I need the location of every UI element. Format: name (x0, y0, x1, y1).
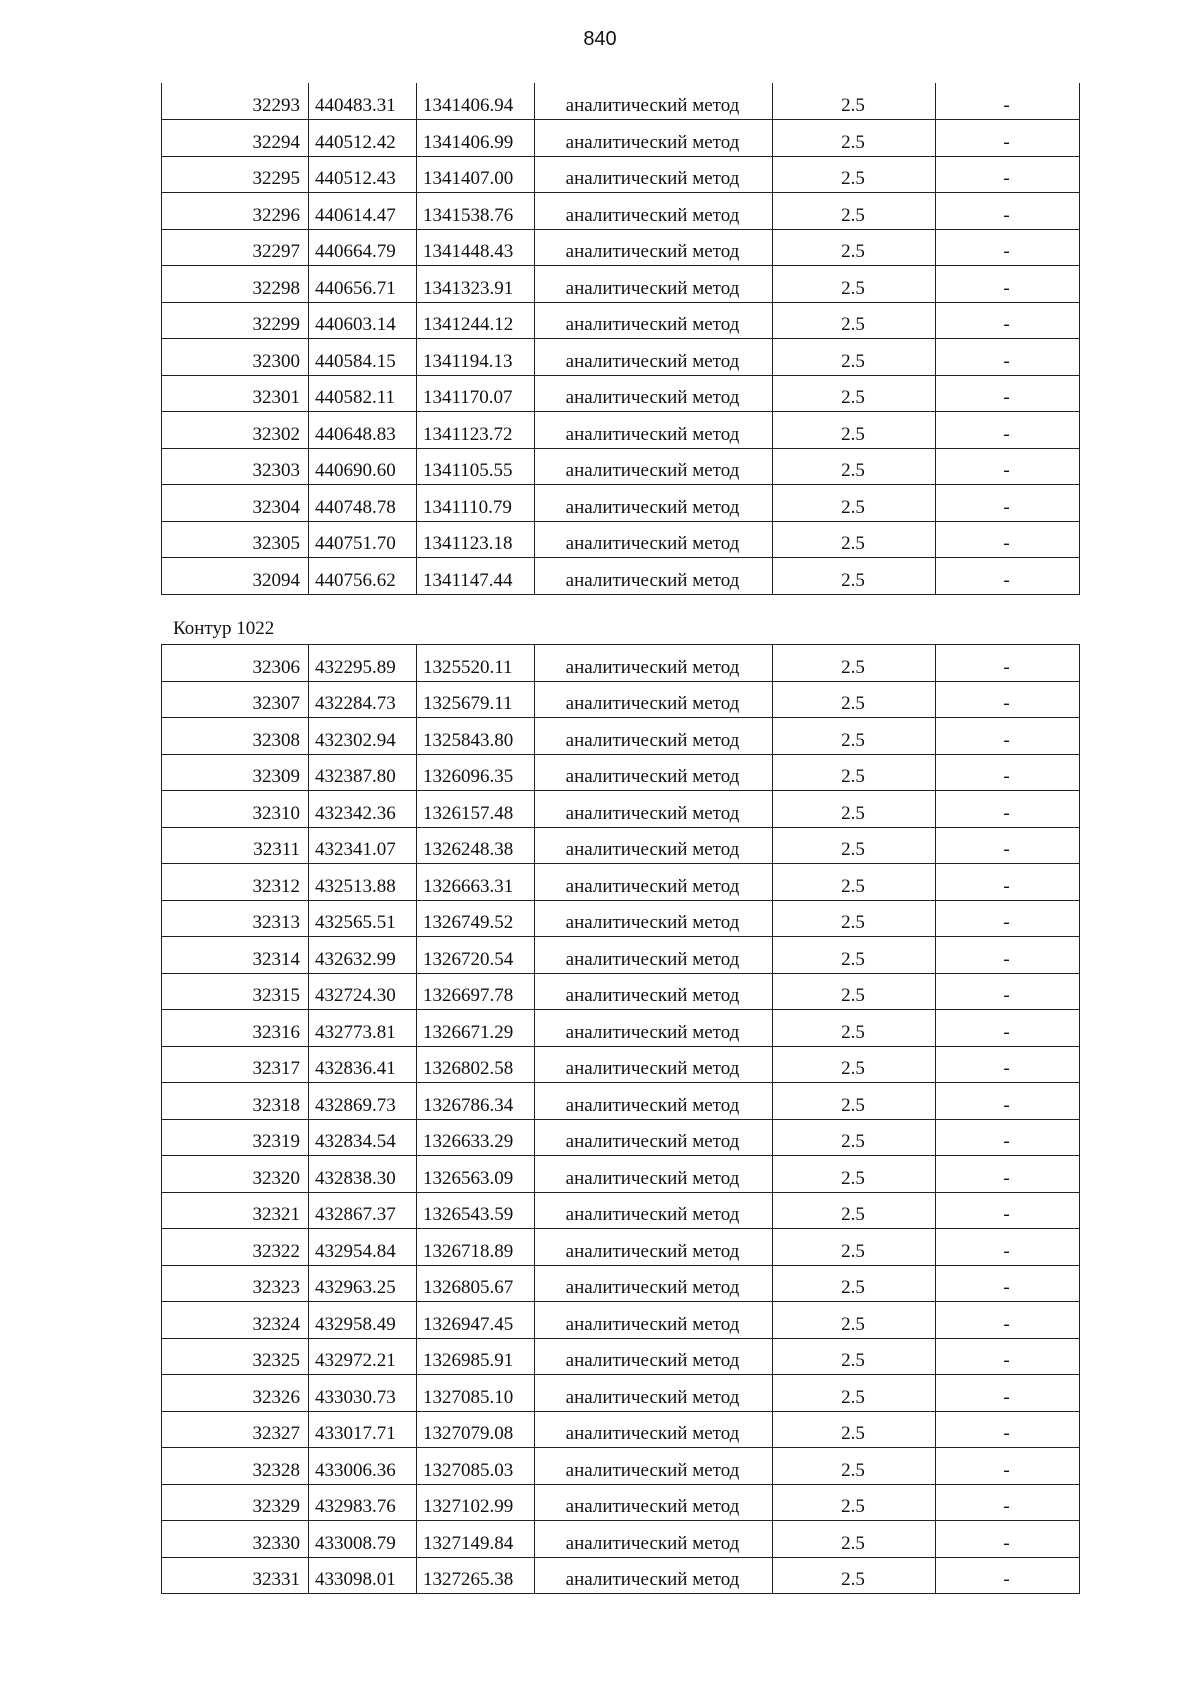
method-cell: аналитический метод (535, 900, 773, 937)
point-number-cell: 32312 (162, 864, 309, 901)
x-coordinate-cell: 432834.54 (309, 1119, 417, 1156)
note-cell: - (936, 791, 1080, 828)
accuracy-cell: 2.5 (773, 1521, 936, 1558)
y-coordinate-cell: 1326633.29 (417, 1119, 535, 1156)
point-number-cell: 32317 (162, 1046, 309, 1083)
table-row (162, 1557, 1080, 1594)
point-number-cell: 32298 (162, 266, 309, 303)
note-cell: - (936, 1156, 1080, 1193)
note-cell: - (936, 448, 1080, 485)
point-number-cell: 32316 (162, 1010, 309, 1047)
table-row (162, 521, 1080, 558)
note-cell: - (936, 1010, 1080, 1047)
accuracy-cell: 2.5 (773, 827, 936, 864)
table-row (162, 937, 1080, 974)
x-coordinate-cell: 440603.14 (309, 302, 417, 339)
note-cell: - (936, 827, 1080, 864)
note-cell: - (936, 1192, 1080, 1229)
y-coordinate-cell: 1341406.94 (417, 83, 535, 120)
method-cell: аналитический метод (535, 1521, 773, 1558)
table-row (162, 645, 1080, 682)
point-number-cell: 32302 (162, 412, 309, 449)
point-number-cell: 32306 (162, 645, 309, 682)
table-row (162, 1119, 1080, 1156)
table-row (162, 1521, 1080, 1558)
x-coordinate-cell: 432867.37 (309, 1192, 417, 1229)
accuracy-cell: 2.5 (773, 1083, 936, 1120)
point-number-cell: 32323 (162, 1265, 309, 1302)
method-cell: аналитический метод (535, 156, 773, 193)
y-coordinate-cell: 1327102.99 (417, 1484, 535, 1521)
point-number-cell: 32294 (162, 120, 309, 157)
y-coordinate-cell: 1341448.43 (417, 229, 535, 266)
x-coordinate-cell: 440664.79 (309, 229, 417, 266)
point-number-cell: 32311 (162, 827, 309, 864)
table-row (162, 1229, 1080, 1266)
method-cell: аналитический метод (535, 1375, 773, 1412)
note-cell: - (936, 558, 1080, 595)
method-cell: аналитический метод (535, 1448, 773, 1485)
x-coordinate-cell: 432724.30 (309, 973, 417, 1010)
x-coordinate-cell: 432869.73 (309, 1083, 417, 1120)
table-row (162, 864, 1080, 901)
method-cell: аналитический метод (535, 229, 773, 266)
point-number-cell: 32325 (162, 1338, 309, 1375)
point-number-cell: 32322 (162, 1229, 309, 1266)
point-number-cell: 32299 (162, 302, 309, 339)
y-coordinate-cell: 1326720.54 (417, 937, 535, 974)
y-coordinate-cell: 1327079.08 (417, 1411, 535, 1448)
note-cell: - (936, 900, 1080, 937)
note-cell: - (936, 339, 1080, 376)
point-number-cell: 32315 (162, 973, 309, 1010)
note-cell: - (936, 1375, 1080, 1412)
method-cell: аналитический метод (535, 1484, 773, 1521)
note-cell: - (936, 1302, 1080, 1339)
method-cell: аналитический метод (535, 120, 773, 157)
method-cell: аналитический метод (535, 1192, 773, 1229)
table-row (162, 1338, 1080, 1375)
note-cell: - (936, 1484, 1080, 1521)
y-coordinate-cell: 1326947.45 (417, 1302, 535, 1339)
y-coordinate-cell: 1327149.84 (417, 1521, 535, 1558)
y-coordinate-cell: 1327265.38 (417, 1557, 535, 1594)
note-cell: - (936, 302, 1080, 339)
point-number-cell: 32313 (162, 900, 309, 937)
method-cell: аналитический метод (535, 645, 773, 682)
y-coordinate-cell: 1341407.00 (417, 156, 535, 193)
table-row (162, 791, 1080, 828)
point-number-cell: 32319 (162, 1119, 309, 1156)
x-coordinate-cell: 440512.43 (309, 156, 417, 193)
method-cell: аналитический метод (535, 521, 773, 558)
accuracy-cell: 2.5 (773, 900, 936, 937)
accuracy-cell: 2.5 (773, 1265, 936, 1302)
y-coordinate-cell: 1341105.55 (417, 448, 535, 485)
table-row (162, 448, 1080, 485)
x-coordinate-cell: 432295.89 (309, 645, 417, 682)
accuracy-cell: 2.5 (773, 1010, 936, 1047)
accuracy-cell: 2.5 (773, 1338, 936, 1375)
point-number-cell: 32307 (162, 681, 309, 718)
note-cell: - (936, 1229, 1080, 1266)
table-row (162, 1484, 1080, 1521)
table-row (162, 718, 1080, 755)
accuracy-cell: 2.5 (773, 1192, 936, 1229)
x-coordinate-cell: 440483.31 (309, 83, 417, 120)
y-coordinate-cell: 1341147.44 (417, 558, 535, 595)
accuracy-cell: 2.5 (773, 1484, 936, 1521)
accuracy-cell: 2.5 (773, 266, 936, 303)
note-cell: - (936, 412, 1080, 449)
accuracy-cell: 2.5 (773, 1411, 936, 1448)
accuracy-cell: 2.5 (773, 754, 936, 791)
method-cell: аналитический метод (535, 1338, 773, 1375)
table-row (162, 973, 1080, 1010)
accuracy-cell: 2.5 (773, 375, 936, 412)
point-number-cell: 32321 (162, 1192, 309, 1229)
accuracy-cell: 2.5 (773, 864, 936, 901)
method-cell: аналитический метод (535, 1156, 773, 1193)
note-cell: - (936, 156, 1080, 193)
point-number-cell: 32329 (162, 1484, 309, 1521)
table-row (162, 1265, 1080, 1302)
note-cell: - (936, 1557, 1080, 1594)
accuracy-cell: 2.5 (773, 521, 936, 558)
point-number-cell: 32296 (162, 193, 309, 230)
note-cell: - (936, 229, 1080, 266)
method-cell: аналитический метод (535, 1265, 773, 1302)
point-number-cell: 32297 (162, 229, 309, 266)
table-row (162, 412, 1080, 449)
x-coordinate-cell: 440512.42 (309, 120, 417, 157)
note-cell: - (936, 1265, 1080, 1302)
x-coordinate-cell: 432565.51 (309, 900, 417, 937)
x-coordinate-cell: 440648.83 (309, 412, 417, 449)
accuracy-cell: 2.5 (773, 1046, 936, 1083)
page-number: 840 (583, 28, 617, 50)
point-number-cell: 32305 (162, 521, 309, 558)
method-cell: аналитический метод (535, 754, 773, 791)
table-row (162, 754, 1080, 791)
accuracy-cell: 2.5 (773, 1302, 936, 1339)
point-number-cell: 32326 (162, 1375, 309, 1412)
table-row (162, 193, 1080, 230)
y-coordinate-cell: 1326802.58 (417, 1046, 535, 1083)
note-cell: - (936, 754, 1080, 791)
method-cell: аналитический метод (535, 1302, 773, 1339)
y-coordinate-cell: 1341323.91 (417, 266, 535, 303)
table-row (162, 485, 1080, 522)
method-cell: аналитический метод (535, 973, 773, 1010)
y-coordinate-cell: 1341123.72 (417, 412, 535, 449)
y-coordinate-cell: 1326786.34 (417, 1083, 535, 1120)
accuracy-cell: 2.5 (773, 1119, 936, 1156)
point-number-cell: 32293 (162, 83, 309, 120)
table-row (162, 339, 1080, 376)
y-coordinate-cell: 1326543.59 (417, 1192, 535, 1229)
note-cell: - (936, 681, 1080, 718)
point-number-cell: 32300 (162, 339, 309, 376)
method-cell: аналитический метод (535, 1229, 773, 1266)
table-row (162, 302, 1080, 339)
note-cell: - (936, 1046, 1080, 1083)
coordinates-table-contour (161, 644, 1080, 1594)
y-coordinate-cell: 1341194.13 (417, 339, 535, 376)
point-number-cell: 32304 (162, 485, 309, 522)
accuracy-cell: 2.5 (773, 1229, 936, 1266)
method-cell: аналитический метод (535, 558, 773, 595)
y-coordinate-cell: 1327085.03 (417, 1448, 535, 1485)
x-coordinate-cell: 432954.84 (309, 1229, 417, 1266)
accuracy-cell: 2.5 (773, 302, 936, 339)
table-row (162, 900, 1080, 937)
point-number-cell: 32318 (162, 1083, 309, 1120)
note-cell: - (936, 485, 1080, 522)
table-row (162, 120, 1080, 157)
x-coordinate-cell: 433006.36 (309, 1448, 417, 1485)
coordinates-table (161, 83, 1080, 595)
accuracy-cell: 2.5 (773, 645, 936, 682)
y-coordinate-cell: 1326157.48 (417, 791, 535, 828)
point-number-cell: 32314 (162, 937, 309, 974)
y-coordinate-cell: 1326563.09 (417, 1156, 535, 1193)
table-row (162, 558, 1080, 595)
method-cell: аналитический метод (535, 937, 773, 974)
table-row (162, 83, 1080, 120)
method-cell: аналитический метод (535, 864, 773, 901)
point-number-cell: 32308 (162, 718, 309, 755)
x-coordinate-cell: 432836.41 (309, 1046, 417, 1083)
point-number-cell: 32327 (162, 1411, 309, 1448)
method-cell: аналитический метод (535, 412, 773, 449)
table-row (162, 266, 1080, 303)
note-cell: - (936, 645, 1080, 682)
y-coordinate-cell: 1326749.52 (417, 900, 535, 937)
point-number-cell: 32309 (162, 754, 309, 791)
note-cell: - (936, 1411, 1080, 1448)
x-coordinate-cell: 432513.88 (309, 864, 417, 901)
table-row (162, 1046, 1080, 1083)
method-cell: аналитический метод (535, 266, 773, 303)
x-coordinate-cell: 433098.01 (309, 1557, 417, 1594)
point-number-cell: 32330 (162, 1521, 309, 1558)
accuracy-cell: 2.5 (773, 120, 936, 157)
point-number-cell: 32324 (162, 1302, 309, 1339)
accuracy-cell: 2.5 (773, 718, 936, 755)
y-coordinate-cell: 1326718.89 (417, 1229, 535, 1266)
table-row (162, 827, 1080, 864)
x-coordinate-cell: 440756.62 (309, 558, 417, 595)
accuracy-cell: 2.5 (773, 973, 936, 1010)
x-coordinate-cell: 432773.81 (309, 1010, 417, 1047)
y-coordinate-cell: 1326985.91 (417, 1338, 535, 1375)
x-coordinate-cell: 432632.99 (309, 937, 417, 974)
method-cell: аналитический метод (535, 827, 773, 864)
y-coordinate-cell: 1326248.38 (417, 827, 535, 864)
accuracy-cell: 2.5 (773, 1156, 936, 1193)
x-coordinate-cell: 432342.36 (309, 791, 417, 828)
method-cell: аналитический метод (535, 1083, 773, 1120)
method-cell: аналитический метод (535, 448, 773, 485)
y-coordinate-cell: 1341406.99 (417, 120, 535, 157)
x-coordinate-cell: 432963.25 (309, 1265, 417, 1302)
x-coordinate-cell: 432302.94 (309, 718, 417, 755)
x-coordinate-cell: 440690.60 (309, 448, 417, 485)
accuracy-cell: 2.5 (773, 448, 936, 485)
table-row (162, 375, 1080, 412)
accuracy-cell: 2.5 (773, 791, 936, 828)
y-coordinate-cell: 1341538.76 (417, 193, 535, 230)
y-coordinate-cell: 1341110.79 (417, 485, 535, 522)
method-cell: аналитический метод (535, 83, 773, 120)
table-row (162, 1192, 1080, 1229)
x-coordinate-cell: 432983.76 (309, 1484, 417, 1521)
method-cell: аналитический метод (535, 302, 773, 339)
y-coordinate-cell: 1341123.18 (417, 521, 535, 558)
x-coordinate-cell: 433008.79 (309, 1521, 417, 1558)
x-coordinate-cell: 440584.15 (309, 339, 417, 376)
x-coordinate-cell: 433030.73 (309, 1375, 417, 1412)
x-coordinate-cell: 432341.07 (309, 827, 417, 864)
table-row (162, 1302, 1080, 1339)
note-cell: - (936, 1083, 1080, 1120)
accuracy-cell: 2.5 (773, 937, 936, 974)
table-row (162, 1448, 1080, 1485)
note-cell: - (936, 521, 1080, 558)
x-coordinate-cell: 433017.71 (309, 1411, 417, 1448)
note-cell: - (936, 1521, 1080, 1558)
note-cell: - (936, 266, 1080, 303)
table-row (162, 1411, 1080, 1448)
accuracy-cell: 2.5 (773, 412, 936, 449)
note-cell: - (936, 375, 1080, 412)
y-coordinate-cell: 1325843.80 (417, 718, 535, 755)
table-row (162, 1010, 1080, 1047)
note-cell: - (936, 973, 1080, 1010)
accuracy-cell: 2.5 (773, 485, 936, 522)
accuracy-cell: 2.5 (773, 1557, 936, 1594)
table-row (162, 681, 1080, 718)
note-cell: - (936, 120, 1080, 157)
note-cell: - (936, 864, 1080, 901)
x-coordinate-cell: 432958.49 (309, 1302, 417, 1339)
y-coordinate-cell: 1326096.35 (417, 754, 535, 791)
method-cell: аналитический метод (535, 375, 773, 412)
point-number-cell: 32295 (162, 156, 309, 193)
accuracy-cell: 2.5 (773, 229, 936, 266)
table-row (162, 1375, 1080, 1412)
y-coordinate-cell: 1326805.67 (417, 1265, 535, 1302)
method-cell: аналитический метод (535, 339, 773, 376)
accuracy-cell: 2.5 (773, 339, 936, 376)
note-cell: - (936, 1448, 1080, 1485)
point-number-cell: 32331 (162, 1557, 309, 1594)
x-coordinate-cell: 440751.70 (309, 521, 417, 558)
x-coordinate-cell: 440748.78 (309, 485, 417, 522)
y-coordinate-cell: 1326663.31 (417, 864, 535, 901)
point-number-cell: 32310 (162, 791, 309, 828)
method-cell: аналитический метод (535, 681, 773, 718)
y-coordinate-cell: 1325520.11 (417, 645, 535, 682)
accuracy-cell: 2.5 (773, 558, 936, 595)
table-row (162, 229, 1080, 266)
y-coordinate-cell: 1341170.07 (417, 375, 535, 412)
accuracy-cell: 2.5 (773, 83, 936, 120)
note-cell: - (936, 193, 1080, 230)
table-row (162, 156, 1080, 193)
table-row (162, 1083, 1080, 1120)
y-coordinate-cell: 1326671.29 (417, 1010, 535, 1047)
contour-title: Контур 1022 (173, 618, 275, 639)
point-number-cell: 32328 (162, 1448, 309, 1485)
x-coordinate-cell: 432838.30 (309, 1156, 417, 1193)
x-coordinate-cell: 440614.47 (309, 193, 417, 230)
x-coordinate-cell: 432284.73 (309, 681, 417, 718)
point-number-cell: 32094 (162, 558, 309, 595)
accuracy-cell: 2.5 (773, 1448, 936, 1485)
x-coordinate-cell: 432387.80 (309, 754, 417, 791)
y-coordinate-cell: 1325679.11 (417, 681, 535, 718)
method-cell: аналитический метод (535, 485, 773, 522)
method-cell: аналитический метод (535, 1046, 773, 1083)
accuracy-cell: 2.5 (773, 681, 936, 718)
note-cell: - (936, 937, 1080, 974)
method-cell: аналитический метод (535, 718, 773, 755)
note-cell: - (936, 718, 1080, 755)
method-cell: аналитический метод (535, 1010, 773, 1047)
table-row (162, 1156, 1080, 1193)
point-number-cell: 32303 (162, 448, 309, 485)
point-number-cell: 32301 (162, 375, 309, 412)
y-coordinate-cell: 1326697.78 (417, 973, 535, 1010)
method-cell: аналитический метод (535, 1557, 773, 1594)
accuracy-cell: 2.5 (773, 193, 936, 230)
x-coordinate-cell: 440656.71 (309, 266, 417, 303)
y-coordinate-cell: 1327085.10 (417, 1375, 535, 1412)
note-cell: - (936, 83, 1080, 120)
accuracy-cell: 2.5 (773, 1375, 936, 1412)
y-coordinate-cell: 1341244.12 (417, 302, 535, 339)
method-cell: аналитический метод (535, 791, 773, 828)
x-coordinate-cell: 440582.11 (309, 375, 417, 412)
method-cell: аналитический метод (535, 1411, 773, 1448)
note-cell: - (936, 1338, 1080, 1375)
x-coordinate-cell: 432972.21 (309, 1338, 417, 1375)
point-number-cell: 32320 (162, 1156, 309, 1193)
method-cell: аналитический метод (535, 193, 773, 230)
accuracy-cell: 2.5 (773, 156, 936, 193)
method-cell: аналитический метод (535, 1119, 773, 1156)
note-cell: - (936, 1119, 1080, 1156)
